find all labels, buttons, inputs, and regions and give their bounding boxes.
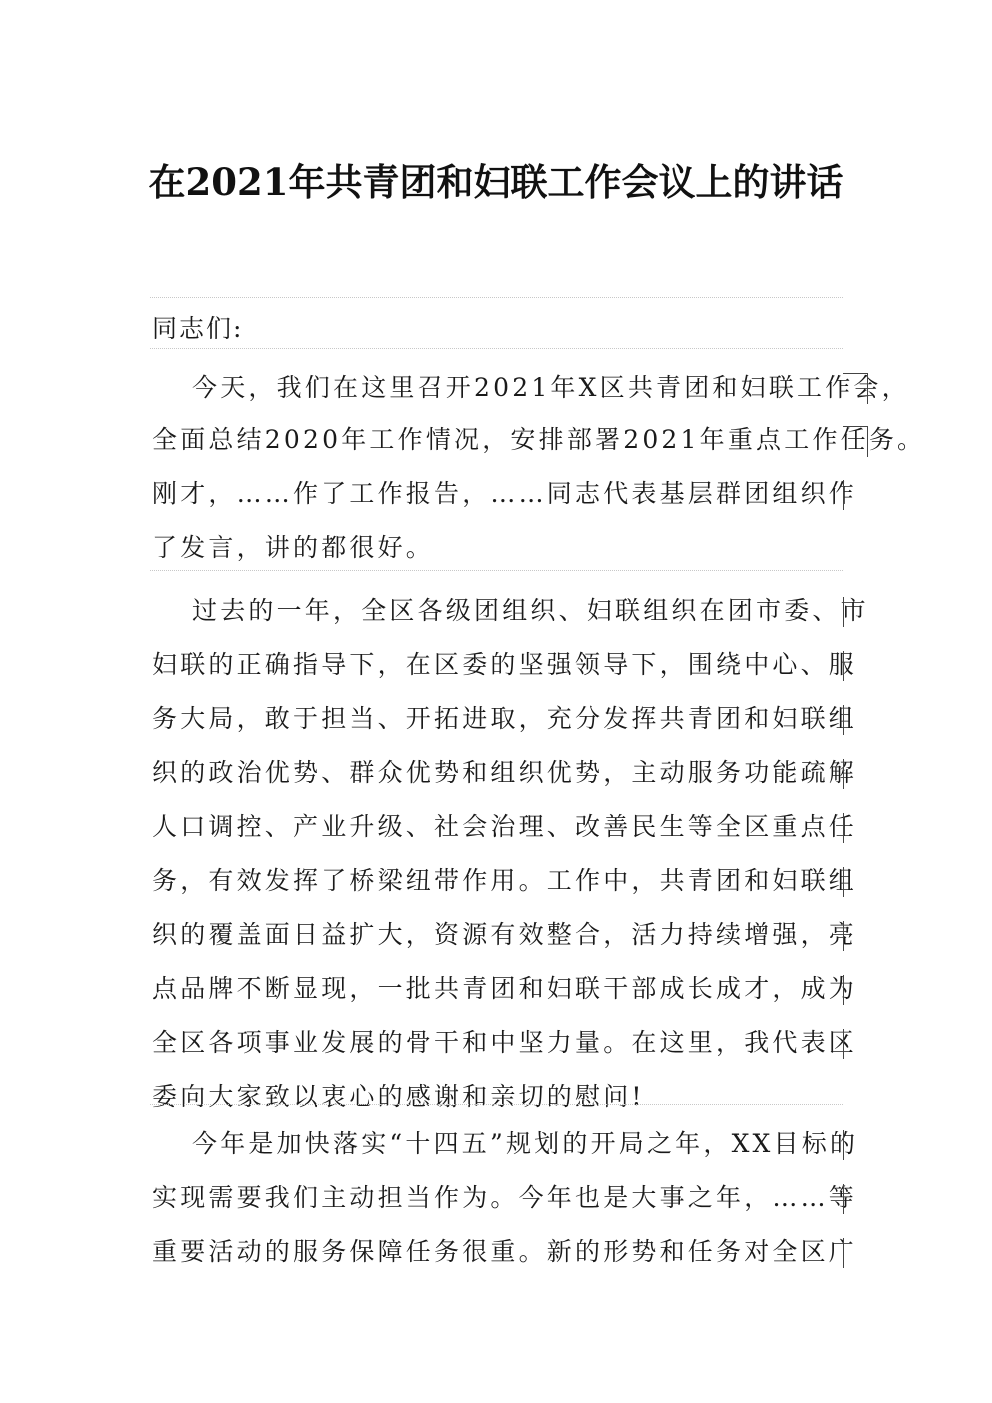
paragraph-line: 人口调控、产业升级、社会治理、改善民生等全区重点任 xyxy=(152,812,858,841)
paragraph-line: 全区各项事业发展的骨干和中坚力量。在这里，我代表区 xyxy=(152,1028,858,1057)
margin-mark xyxy=(843,705,844,735)
paragraph-line: 委向大家致以衷心的感谢和亲切的慰问! xyxy=(152,1082,645,1111)
margin-mark xyxy=(843,651,844,681)
paragraph-line: 重要活动的服务保障任务很重。新的形势和任务对全区广 xyxy=(152,1237,858,1266)
margin-mark xyxy=(843,597,844,627)
margin-mark xyxy=(843,480,844,510)
divider xyxy=(150,348,843,349)
margin-mark xyxy=(843,759,844,789)
paragraph-line: 了发言，讲的都很好。 xyxy=(152,533,435,562)
margin-mark xyxy=(843,975,844,1005)
paragraph-line: 今天，我们在这里召开2021年X区共青团和妇联工作会， xyxy=(192,373,910,402)
margin-mark xyxy=(843,1184,844,1214)
paragraph-line: 务大局，敢于担当、开拓进取，充分发挥共青团和妇联组 xyxy=(152,704,858,733)
margin-mark xyxy=(843,813,844,843)
paragraph-line: 织的覆盖面日益扩大，资源有效整合，活力持续增强，亮 xyxy=(152,920,858,949)
paragraph-line: 全面总结2020年工作情况，安排部署2021年重点工作任务。 xyxy=(152,425,926,454)
margin-mark xyxy=(843,1130,844,1160)
paragraph-line: 刚才，……作了工作报告，……同志代表基层群团组织作 xyxy=(152,479,858,508)
margin-mark xyxy=(843,426,868,457)
paragraph-line: 实现需要我们主动担当作为。今年也是大事之年，……等 xyxy=(152,1183,858,1212)
paragraph-line: 务，有效发挥了桥梁纽带作用。工作中，共青团和妇联组 xyxy=(152,866,858,895)
divider xyxy=(150,570,843,571)
divider xyxy=(150,1104,843,1105)
paragraph-line: 妇联的正确指导下，在区委的坚强领导下，围绕中心、服 xyxy=(152,650,858,679)
paragraph-line: 过去的一年，全区各级团组织、妇联组织在团市委、市 xyxy=(192,596,869,625)
margin-mark xyxy=(843,921,844,951)
paragraph-line: 点品牌不断显现，一批共青团和妇联干部成长成才，成为 xyxy=(152,974,858,1003)
margin-mark xyxy=(843,1238,844,1268)
margin-mark xyxy=(843,373,868,404)
document-title: 在2021年共青团和妇联工作会议上的讲话 xyxy=(148,160,844,204)
divider xyxy=(150,297,843,298)
paragraph-line: 织的政治优势、群众优势和组织优势，主动服务功能疏解 xyxy=(152,758,858,787)
margin-mark xyxy=(843,867,844,897)
margin-mark xyxy=(843,1029,844,1059)
paragraph-line: 今年是加快落实“十四五”规划的开局之年，XX目标的 xyxy=(192,1129,859,1158)
salutation: 同志们: xyxy=(152,314,244,343)
